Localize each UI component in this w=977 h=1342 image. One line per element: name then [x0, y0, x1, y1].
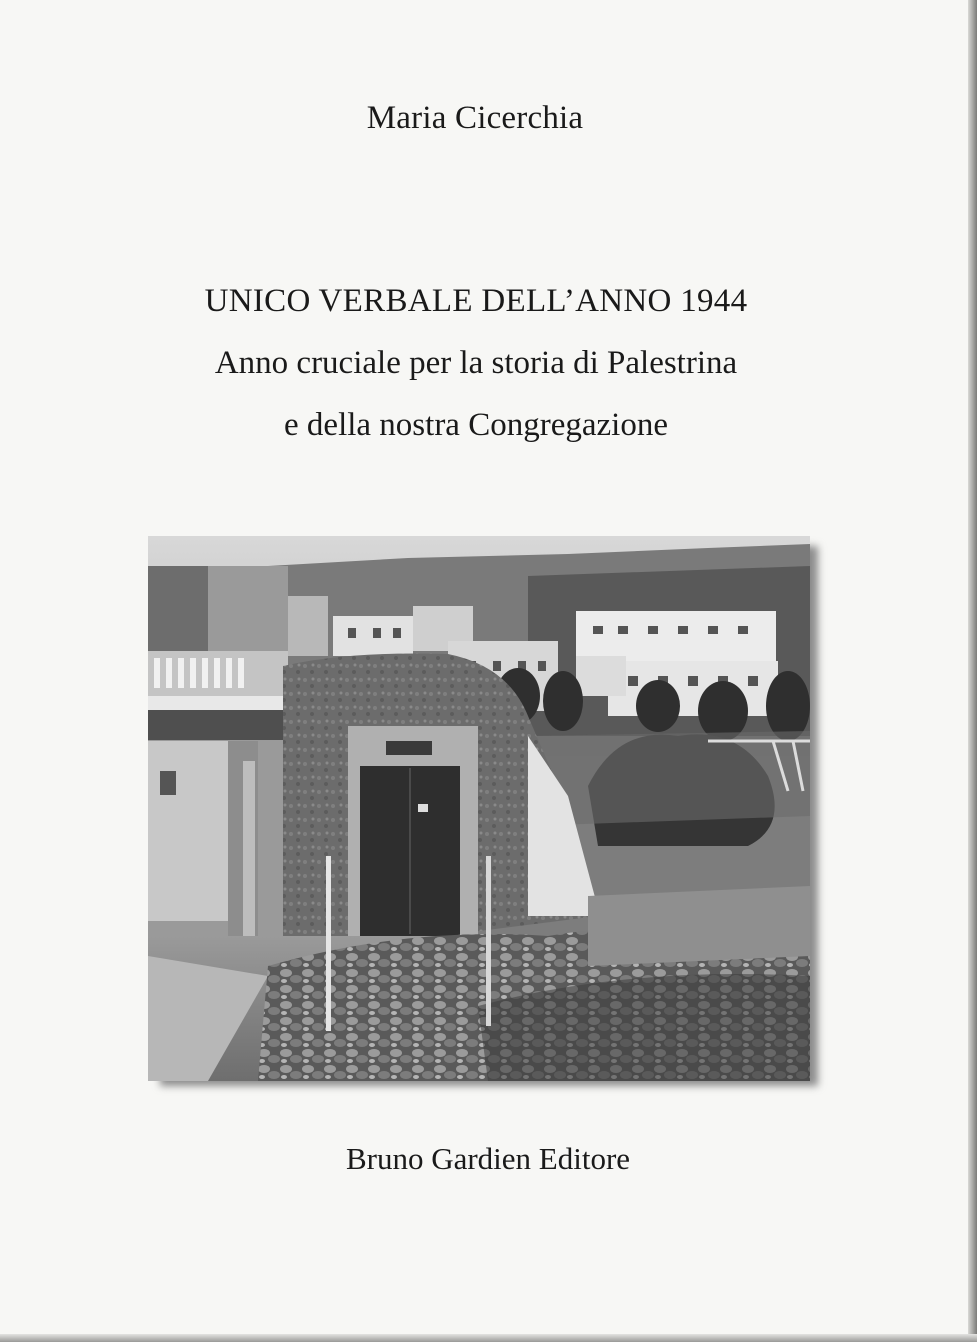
title-line-3: e della nostra Congregazione: [284, 407, 668, 443]
cover-photograph: [148, 536, 810, 1081]
title-line-2: Anno cruciale per la storia di Palestrina: [214, 345, 738, 381]
author-name: Maria Cicerchia: [366, 100, 584, 136]
left-building: [148, 566, 293, 976]
scan-edge-bottom: [0, 1334, 977, 1342]
publisher-name: Bruno Gardien Editore: [345, 1141, 631, 1176]
scan-edge-right: [968, 0, 977, 1342]
title-line-1: UNICO VERBALE DELL’ANNO 1944: [204, 283, 748, 319]
photograph-illustration: [148, 536, 810, 1081]
